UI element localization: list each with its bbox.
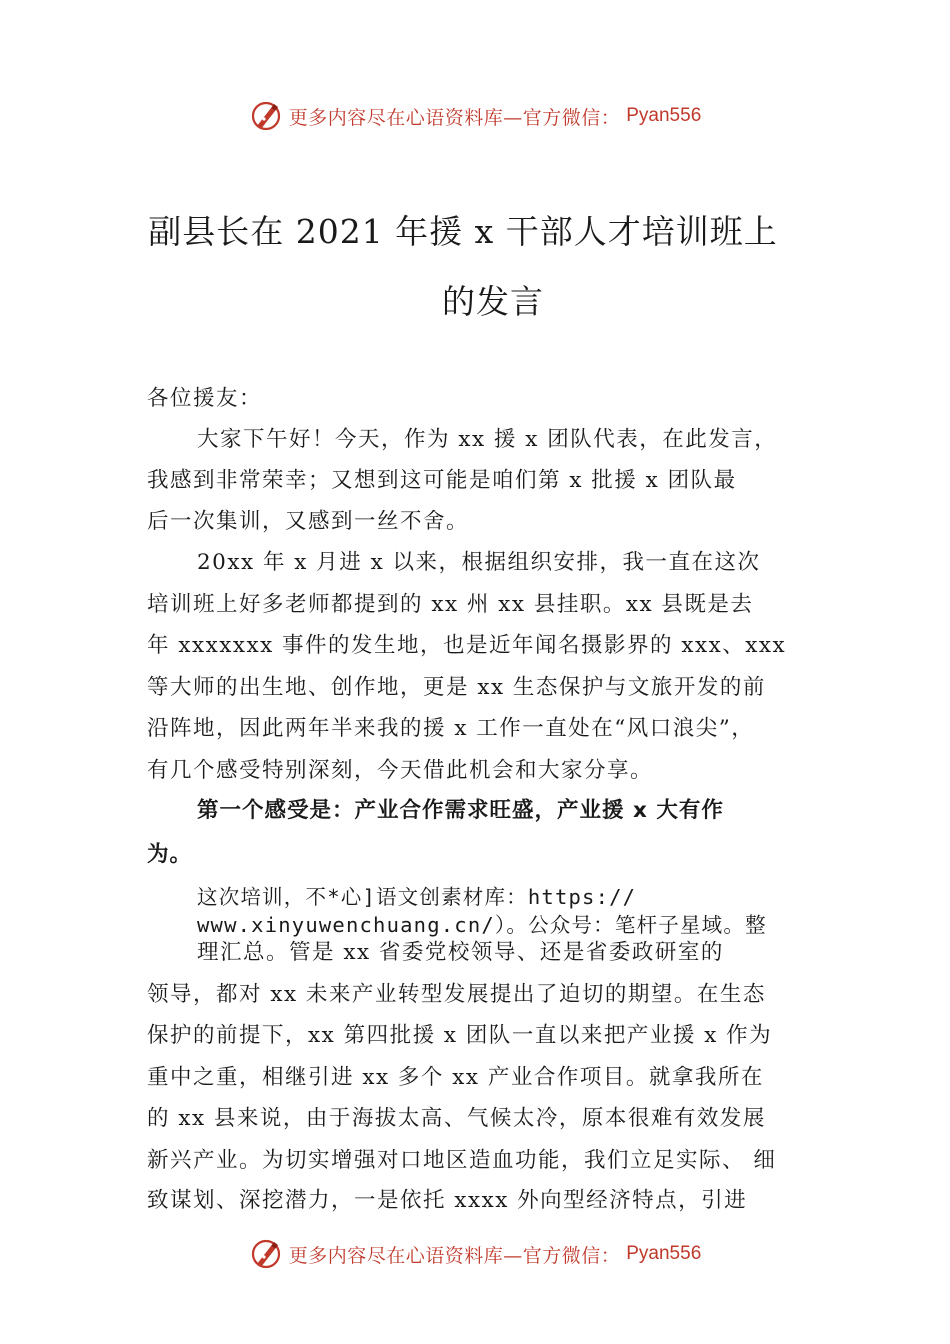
paragraph-line: 大家下午好！今天，作为 xx 援 x 团队代表，在此发言， <box>197 427 778 452</box>
paragraph-line: 致谋划、深挖潜力，一是依托 xxxx 外向型经济特点，引进 <box>147 1188 748 1213</box>
paragraph-line: 有几个感受特别深刻，今天借此机会和大家分享。 <box>147 758 654 783</box>
paragraph-line: www.xinyuwenchuang.cn/）。公众号：笔杆子星域。整 <box>197 913 767 937</box>
paragraph-line: 领导，都对 xx 未来产业转型发展提出了迫切的期望。在生态 <box>147 982 766 1007</box>
paragraph-line: 年 xxxxxxx 事件的发生地，也是近年闻名摄影界的 xxx、xxx <box>147 633 787 658</box>
pen-logo-icon <box>249 99 283 133</box>
paragraph-line: 沿阵地，因此两年半来我的援 x 工作一直处在“风口浪尖”， <box>147 716 755 741</box>
paragraph-line: 新兴产业。为切实增强对口地区造血功能，我们立足实际、 细 <box>147 1148 777 1173</box>
pen-logo-icon <box>249 1237 283 1271</box>
document-title-line-1: 副县长在 2021 年援 x 干部人才培训班上 <box>148 212 778 251</box>
section-heading-line-1: 第一个感受是：产业合作需求旺盛，产业援 x 大有作 <box>197 798 724 823</box>
banner-text: 更多内容尽在心语资料库—官方微信： <box>288 106 621 129</box>
paragraph-line: 等大师的出生地、创作地，更是 xx 生态保护与文旅开发的前 <box>147 675 766 700</box>
greeting: 各位援友： <box>147 386 263 411</box>
paragraph-line: 重中之重，相继引进 xx 多个 xx 产业合作项目。就拿我所在 <box>147 1065 764 1090</box>
banner-text: 更多内容尽在心语资料库—官方微信： <box>288 1244 621 1267</box>
paragraph-line: 这次培训，不*心]语文创素材库：https:// <box>197 885 637 909</box>
paragraph-line: 我感到非常荣幸；又想到这可能是咱们第 x 批援 x 团队最 <box>147 468 737 493</box>
header-banner <box>0 96 950 136</box>
footer-banner <box>0 1234 950 1274</box>
paragraph-line: 后一次集训，又感到一丝不舍。 <box>147 509 470 534</box>
section-heading-line-2: 为。 <box>147 842 193 867</box>
paragraph-line: 的 xx 县来说，由于海拔太高、气候太冷，原本很难有效发展 <box>147 1106 766 1131</box>
banner-wechat-id: Pyan556 <box>626 105 702 126</box>
paragraph-line: 保护的前提下，xx 第四批援 x 团队一直以来把产业援 x 作为 <box>147 1023 773 1048</box>
document-title-line-2: 的发言 <box>442 282 544 321</box>
paragraph-line: 培训班上好多老师都提到的 xx 州 xx 县挂职。xx 县既是去 <box>147 592 754 617</box>
paragraph-line: 20xx 年 x 月进 x 以来，根据组织安排，我一直在这次 <box>197 550 761 575</box>
banner-wechat-id: Pyan556 <box>626 1243 702 1264</box>
paragraph-line: 理汇总。管是 xx 省委党校领导、还是省委政研室的 <box>197 940 724 965</box>
